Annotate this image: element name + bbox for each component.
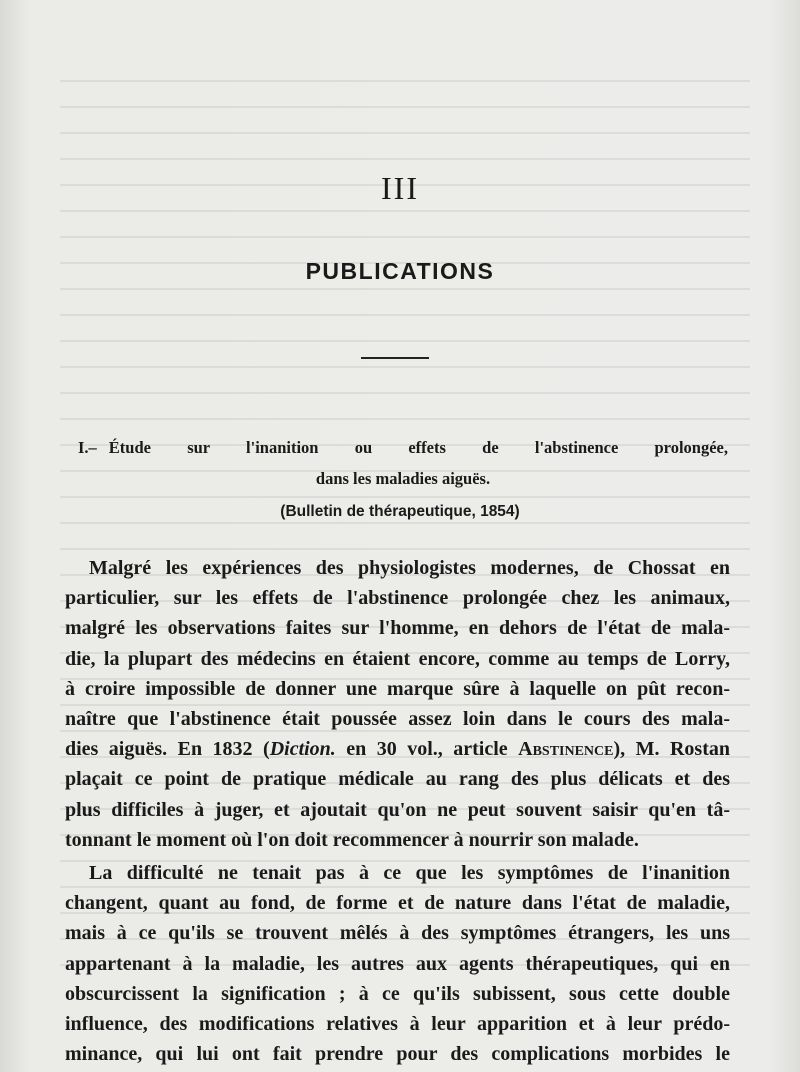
- text-line: à croire impossible de donner une marque sûre à laquelle on pût recon-: [65, 677, 730, 700]
- text-run: dies aiguës. En 1832 (: [65, 738, 270, 761]
- text-line: tonnant le moment où l'on doit recommencer à nourrir son malade.: [65, 828, 639, 851]
- text-line: obscurcissent la signification ; à ce qu'ils subissent, sous cette double: [65, 982, 730, 1005]
- entry-dash: –: [88, 438, 97, 457]
- text-line: malgré les observations faites sur l'homme, en dehors de l'état de mala-: [65, 617, 730, 640]
- text-line: [41, 734, 730, 764]
- paragraph-1: [65, 553, 730, 855]
- text-line: changent, quant au fond, de forme et de nature dans l'état de maladie,: [65, 892, 730, 915]
- text-line: naître que l'abstinence était poussée assez loin dans le cours des mala-: [65, 708, 730, 731]
- entry-source: (Bulletin de thérapeutique, 1854): [280, 503, 520, 520]
- entry-heading: [78, 432, 728, 494]
- section-title: PUBLICATIONS: [305, 258, 495, 284]
- text-line: appartenant à la maladie, les autres aux agents thérapeutiques, qui en: [65, 952, 730, 975]
- text-line: minance, qui lui ont fait prendre pour des complications morbides le: [65, 1043, 730, 1066]
- text-line: particulier, sur les effets de l'abstinence prolongée chez les animaux,: [65, 587, 730, 610]
- text-line: plus difficiles à juger, et ajoutait qu'on ne peut souvent saisir qu'en tâ-: [65, 798, 730, 821]
- text-run: en 30 vol., article: [335, 738, 519, 761]
- entry-index: I.: [78, 438, 89, 457]
- text-run: ), M. Rostan: [613, 738, 730, 761]
- text-line: mais à ce qu'ils se trouvent mêlés à des symptômes étrangers, les uns: [65, 922, 730, 945]
- body-text: [65, 553, 730, 1069]
- section-number: III: [381, 170, 419, 206]
- citation-small-caps: Abstinence: [518, 738, 614, 761]
- text-line: die, la plupart des médecins en étaient encore, comme au temps de Lorry,: [65, 647, 730, 670]
- text-line: La difficulté ne tenait pas à ce que les symptômes de l'inanition: [89, 862, 730, 885]
- entry-heading-line-1: [78, 432, 728, 463]
- text-line: plaçait ce point de pratique médicale au rang des plus délicats et des: [65, 768, 730, 791]
- entry-title-line-2: dans les maladies aiguës.: [315, 469, 491, 488]
- text-line: Malgré les expériences des physiologistes modernes, de Chossat en: [89, 557, 730, 579]
- entry-title-line-1: Étude sur l'inanition ou effets de l'abstinence prolongée,: [108, 438, 728, 457]
- divider-rule: [361, 357, 429, 359]
- paragraph-2: [65, 858, 730, 1069]
- text-line: influence, des modifications relatives à leur apparition et à leur prédo-: [65, 1013, 730, 1036]
- citation-italic: Diction.: [269, 738, 336, 761]
